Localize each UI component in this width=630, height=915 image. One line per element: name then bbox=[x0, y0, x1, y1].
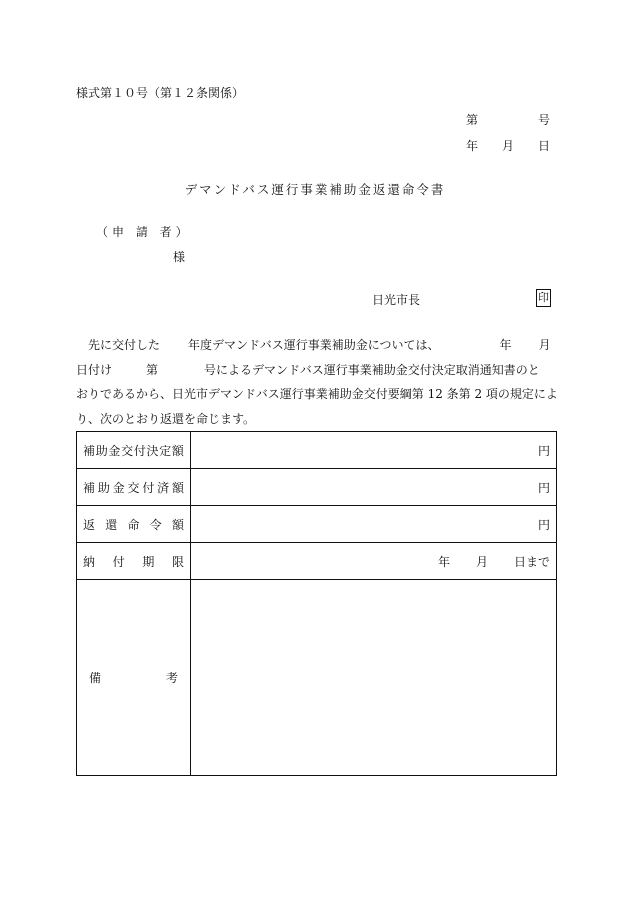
table-row bbox=[77, 506, 557, 543]
table-row bbox=[77, 543, 557, 580]
paid-amount-value: 円 bbox=[191, 469, 557, 506]
doc-number-prefix: 第 bbox=[466, 113, 479, 127]
refund-table bbox=[76, 431, 557, 776]
label-remarks: 備 考 bbox=[77, 580, 191, 776]
issuer-name: 日光市長 bbox=[372, 293, 421, 307]
doc-number-suffix: 号 bbox=[537, 113, 550, 127]
body-line-4: り、次のとおり返還を命じます。 bbox=[76, 411, 256, 426]
table-row bbox=[77, 580, 557, 776]
document-title: デマンドバス運行事業補助金返還命令書 bbox=[184, 182, 446, 197]
seal-mark: 印 bbox=[536, 289, 551, 307]
label-paid-amount: 補 助 金 交 付 済 額 bbox=[77, 469, 191, 506]
refund-amount-value: 円 bbox=[191, 506, 557, 543]
applicant-honorific: 様 bbox=[173, 250, 186, 264]
doc-date-day: 日 bbox=[537, 139, 550, 153]
document-number bbox=[466, 111, 550, 128]
table-row bbox=[77, 469, 557, 506]
label-payment-deadline: 納 付 期 限 bbox=[77, 543, 191, 580]
remarks-value bbox=[191, 580, 557, 776]
applicant-label: （申 請 者） bbox=[96, 225, 192, 239]
label-decided-amount: 補 助 金 交 付 決 定 額 bbox=[77, 432, 191, 469]
payment-deadline-value: 年 月 日まで bbox=[191, 543, 557, 580]
form-number: 様式第１０号（第１２条関係） bbox=[76, 86, 245, 100]
body-line-1: 先に交付した 年度デマンドバス運行事業補助金については、 年 月 bbox=[88, 338, 551, 352]
body-line-2: 日付け 第 号によるデマンドバス運行事業補助金交付決定取消通知書のと bbox=[76, 362, 540, 377]
label-refund-amount: 返 還 命 令 額 bbox=[77, 506, 191, 543]
doc-date-year: 年 bbox=[466, 139, 479, 153]
decided-amount-value: 円 bbox=[191, 432, 557, 469]
body-text bbox=[76, 333, 558, 431]
doc-date-month: 月 bbox=[501, 139, 514, 153]
document-date bbox=[466, 137, 550, 154]
table-row bbox=[77, 432, 557, 469]
body-line-3: おりであるから、日光市デマンドバス運行事業補助金交付要綱第 12 条第 2 項の規定によ bbox=[76, 387, 558, 401]
